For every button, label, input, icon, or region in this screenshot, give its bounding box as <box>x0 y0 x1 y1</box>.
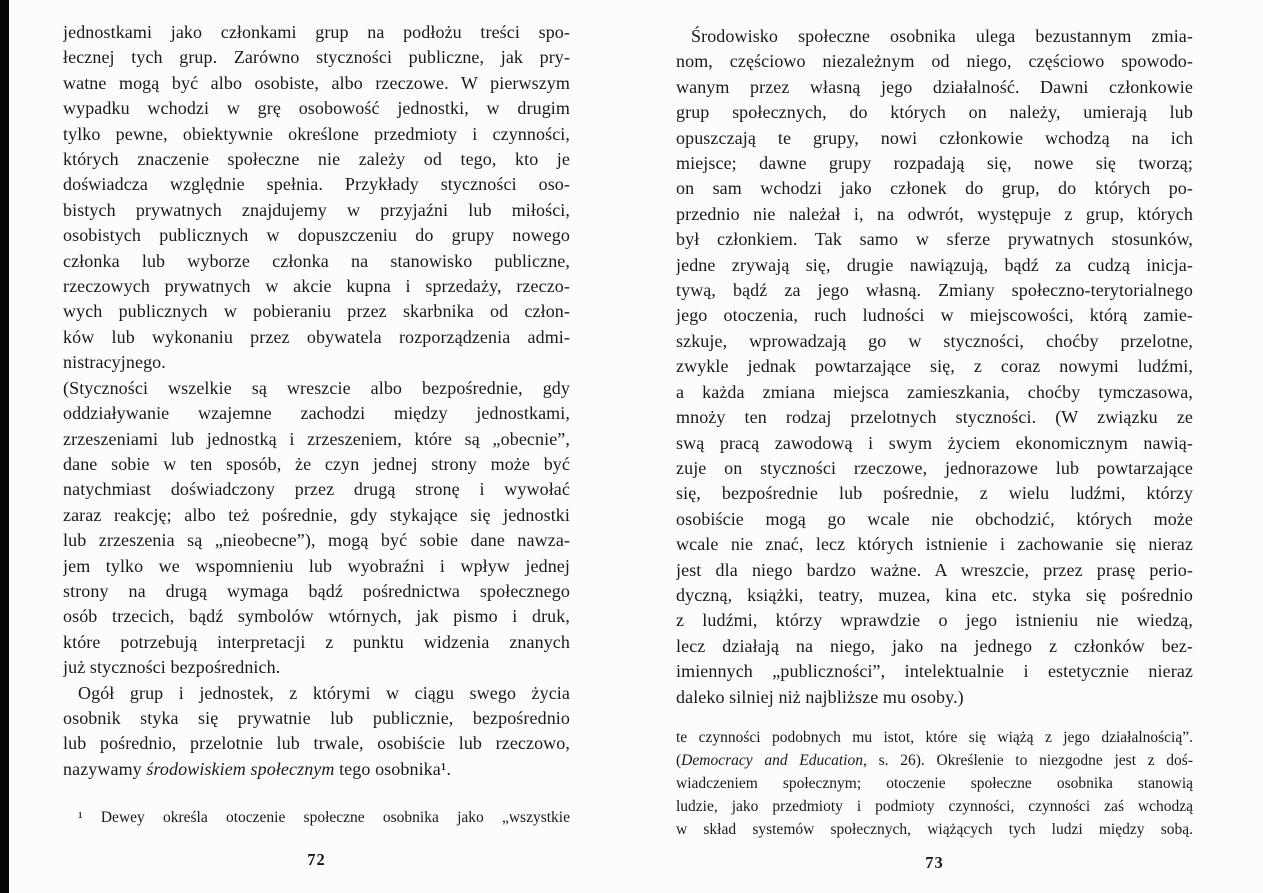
text-line: jest dla niego bardzo ważne. A wreszcie, przez prasę perio- <box>676 559 1193 580</box>
text-line: był członkiem. Tak samo w sferze prywatnych stosunków, <box>676 229 1193 250</box>
text-line: Ogół grup i jednostek, z którymi w ciągu swego życia <box>78 682 570 703</box>
text-line: zaraz reakcję; albo też pośrednie, gdy stykające się jednostki <box>63 504 570 525</box>
text-line: natychmiast doświadczony przez drugą stronę i wywołać <box>63 479 570 500</box>
text-line: które potrzebują interpretacji z punktu widzenia znanych <box>63 631 570 652</box>
text-line: w skład systemów społecznych, wiążących tych ludzi między sobą. <box>676 821 1193 838</box>
right-page-number: 73 <box>925 853 944 872</box>
text-line: wanym przez własną jego działalność. Dawni członkowie <box>676 76 1193 97</box>
scan-edge-bar <box>0 0 9 893</box>
left-page-footnote <box>63 806 570 829</box>
text-line: jednostkami jako członkami grup na podłożu treści spo- <box>63 22 570 42</box>
text-line: dane sobie w ten sposób, że czyn jednej strony może być <box>63 453 570 474</box>
text-line: Środowisko społeczne osobnika ulega bezustannym zmia- <box>691 26 1193 46</box>
text-line: wcale nie znać, lecz których istnienie i zachowanie się nieraz <box>676 534 1193 555</box>
text-line: zwykle jednak powtarzające się, z coraz nowymi ludźmi, <box>676 356 1193 377</box>
text-line: (Styczności wszelkie są wreszcie albo bezpośrednie, gdy <box>63 377 570 398</box>
text-line: rzeczowych prywatnych w akcie kupna i sprzedaży, rzeczo- <box>63 276 570 297</box>
text-line: lub pośrednio, przelotnie lub trwale, osobiście lub rzeczowo, <box>63 733 570 754</box>
left-page-body <box>63 20 570 782</box>
left-page-number: 72 <box>307 850 326 869</box>
text-line: osobiście mogą go wcale nie obchodzić, których może <box>676 508 1193 529</box>
text-line: wypadku wchodzi w grę osobowość jednostki, w drugim <box>63 98 570 119</box>
text-line: dyczną, książki, teatry, muzea, kina etc. styka się pośrednio <box>676 584 1193 605</box>
text-line: zuje on styczności rzeczowe, jednorazowe lub powtarzające <box>676 457 1193 478</box>
text-line: swą pracą zawodową i swym życiem ekonomicznym nawią- <box>676 432 1193 453</box>
text-line: ków lub wykonaniu przez obywatela rozporządzenia admi- <box>63 326 570 347</box>
text-line: lub zrzeszenia są „nieobecne”), mogą być sobie dane nawza- <box>63 530 570 551</box>
text-line: oddziaływanie wzajemne zachodzi między jednostkami, <box>63 403 570 424</box>
text-line: watne mogą być albo osobiste, albo rzeczowe. W pierwszym <box>63 72 570 93</box>
text-line: jedne zrywają się, drugie nawiązują, bądź za cudzą inicja- <box>676 254 1193 275</box>
text-line: on sam wchodzi jako członek do grup, do których po- <box>676 178 1193 199</box>
text-line: lecz działają na niego, jako na jednego z członków bez- <box>676 635 1193 656</box>
text-line: daleko silniej niż najbliższe mu osoby.) <box>676 686 964 707</box>
text-line: nistracyjnego. <box>63 352 166 373</box>
text-line: z ludźmi, którzy wprawdzie o jego istnieniu nie wiedzą, <box>676 610 1193 631</box>
text-line: osobnik styka się prywatnie lub publicznie, bezpośrednio <box>63 707 570 728</box>
text-line: osobistych publicznych w dopuszczeniu do grupy nowego <box>63 225 570 246</box>
text-line: których znaczenie społeczne nie zależy od tego, kto je <box>63 149 570 170</box>
text-line: nazywamy środowiskiem społecznym tego osobnika¹. <box>63 758 451 779</box>
text-line: tywą, bądź za jego własną. Zmiany społeczno-terytorialnego <box>676 280 1193 301</box>
left-page <box>63 0 570 893</box>
right-page-body <box>676 24 1193 710</box>
text-line: bistych prywatnych znajdujemy w przyjaźni lub miłości, <box>63 199 570 220</box>
right-page <box>676 0 1193 893</box>
right-page-footnote <box>676 726 1193 841</box>
text-line: opuszczają te grupy, nowi członkowie wchodzą na ich <box>676 127 1193 148</box>
text-line: miejsce; dawne grupy rozpadają się, nowe się tworzą; <box>676 153 1193 174</box>
text-line: osób trzecich, bądź symbolów wtórnych, jak pismo i druk, <box>63 606 570 627</box>
text-line: szkuje, wprowadzają go w styczności, choćby przelotne, <box>676 330 1193 351</box>
text-line: imiennych „publiczności”, intelektualnie i estetycznie nieraz <box>676 661 1193 682</box>
text-line: wych publicznych w pobieraniu przez skarbnika od człon- <box>63 301 570 322</box>
text-line: zrzeszeniami lub jednostką i zrzeszeniem, które są „obecnie”, <box>63 428 570 449</box>
text-line: mnoży ten rodzaj przelotnych styczności. (W związku ze <box>676 407 1193 428</box>
text-line: strony na drugą wymaga bądź pośrednictwa społecznego <box>63 580 570 601</box>
text-line: grup społecznych, do których on należy, umierają lub <box>676 102 1193 123</box>
text-line: jego otoczenia, ruch ludności w miejscowości, którą zamie- <box>676 305 1193 326</box>
text-line: się, bezpośrednie lub pośrednie, z wielu ludźmi, którzy <box>676 483 1193 504</box>
text-line: a każda zmiana miejsca zamieszkania, choćby tymczasowa, <box>676 381 1193 402</box>
text-line: nom, częściowo niezależnym od niego, częściowo spowodo- <box>676 51 1193 72</box>
text-line: te czynności podobnych mu istot, które się wiążą z jego działalnością”. <box>676 729 1193 746</box>
text-line: przednio nie należał i, na odwrót, występuje z grup, których <box>676 203 1193 224</box>
text-line: łecznej tych grup. Zarówno styczności publiczne, jak pry- <box>63 47 570 68</box>
text-line: doświadcza względnie spełnia. Przykłady styczności oso- <box>63 174 570 195</box>
text-line: tylko pewne, obiektywnie określone przedmioty i czynności, <box>63 123 570 144</box>
text-line: członka lub wyborze członka na stanowisko publiczne, <box>63 250 570 271</box>
text-line: ludzie, jako przedmioty i podmioty czynności, czynności zaś wchodzą <box>676 798 1193 815</box>
text-line: wiadczeniem społecznym; otoczenie społeczne osobnika stanowią <box>676 775 1193 792</box>
text-line: już styczności bezpośrednich. <box>63 657 281 678</box>
text-line: jem tylko we wspomnieniu lub wyobraźni i wpływ jednej <box>63 555 570 576</box>
text-line: (Democracy and Education, s. 26). Określenie to niezgodne jest z doś- <box>676 752 1193 769</box>
text-line: ¹ Dewey określa otoczenie społeczne osobnika jako „wszystkie <box>78 809 570 826</box>
